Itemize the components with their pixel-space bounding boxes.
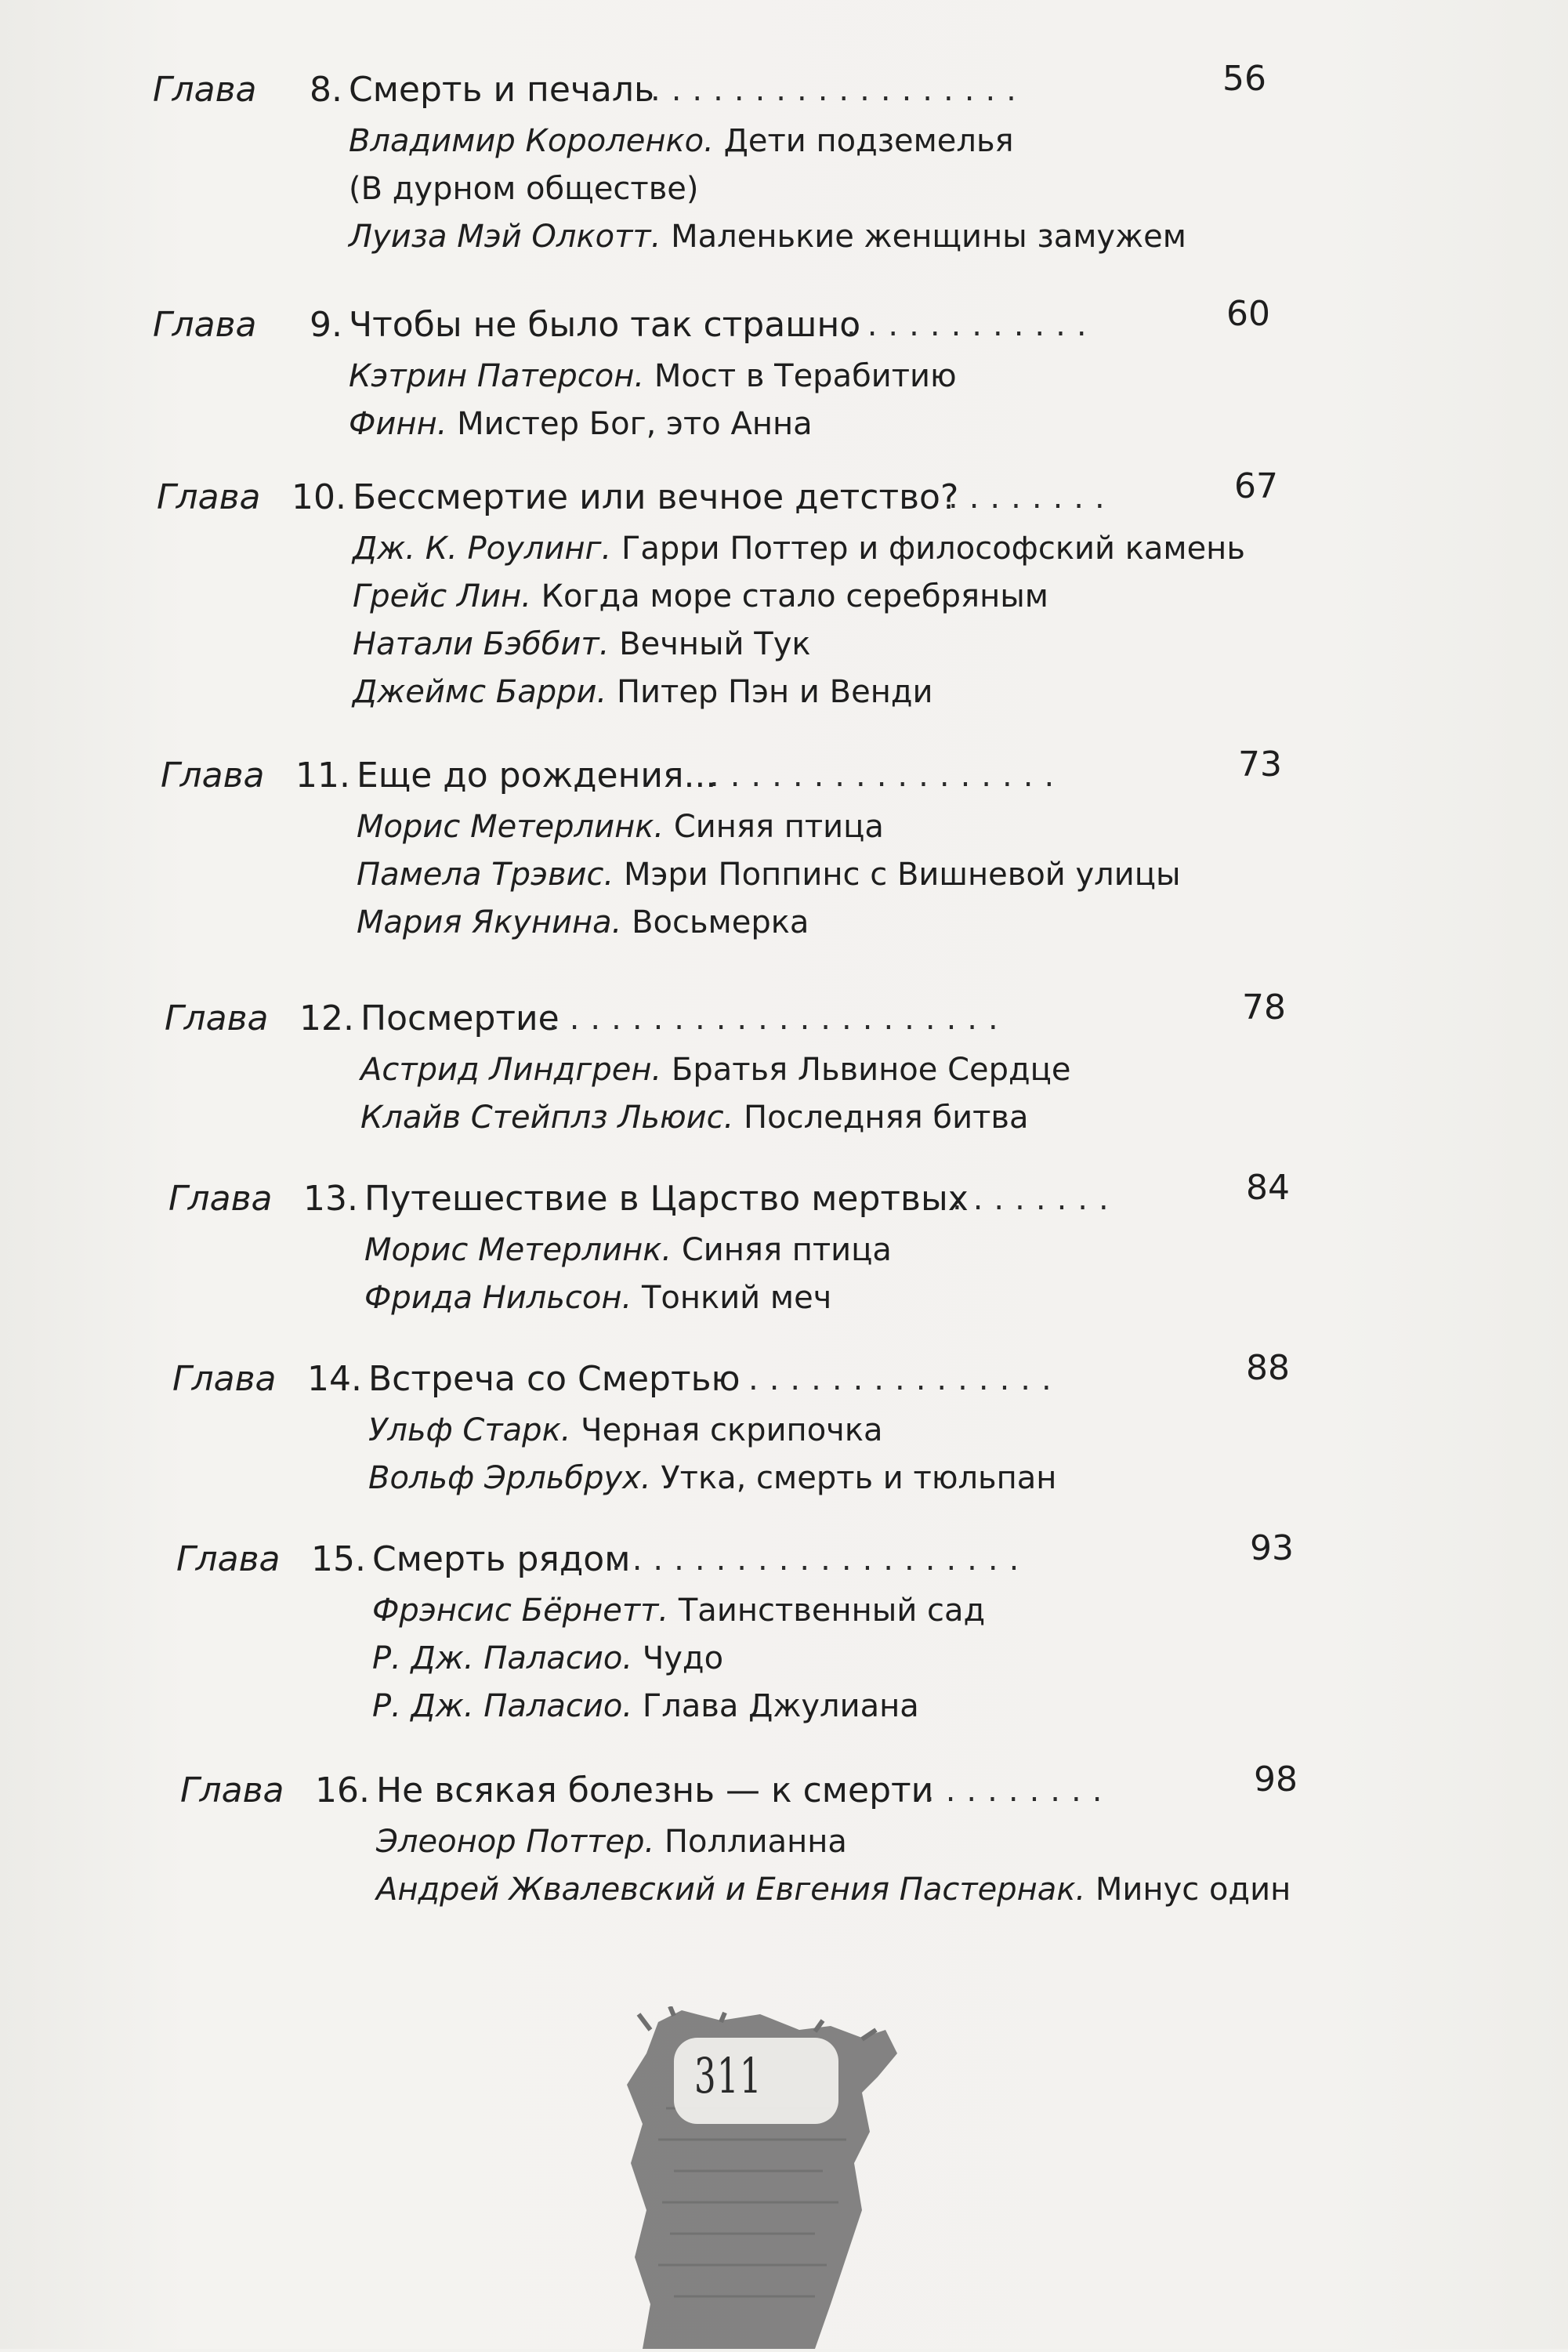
chapter-page-number: 56 bbox=[1222, 59, 1266, 99]
book-title: Мост в Терабитию bbox=[654, 358, 957, 394]
chapter-number: 12. bbox=[299, 998, 354, 1038]
book-title: Черная скрипочка bbox=[581, 1412, 883, 1448]
toc-chapter bbox=[172, 1348, 1348, 1502]
book-author: Владимир Короленко. bbox=[349, 123, 714, 159]
creature-silhouette-icon bbox=[627, 2006, 909, 2349]
book-entry bbox=[180, 1866, 1356, 1914]
book-entry bbox=[165, 1094, 1340, 1142]
chapter-page-number: 84 bbox=[1246, 1168, 1290, 1208]
toc-chapter bbox=[153, 294, 1328, 448]
book-title: Последняя битва bbox=[744, 1100, 1029, 1136]
book-author: Фрэнсис Бёрнетт. bbox=[372, 1593, 669, 1629]
chapter-number: 10. bbox=[292, 477, 346, 517]
leader-dots: ...................... bbox=[549, 1001, 1009, 1037]
chapter-label: Глава bbox=[161, 756, 265, 795]
chapter-number: 14. bbox=[307, 1359, 362, 1399]
chapter-title: Путешествие в Царство мертвых bbox=[364, 1179, 969, 1219]
book-author: Морис Метерлинк. bbox=[357, 809, 664, 845]
book-entry bbox=[176, 1587, 1352, 1635]
chapter-heading bbox=[165, 988, 1340, 1046]
book-title: Синяя птица bbox=[681, 1232, 892, 1268]
chapter-page-number: 67 bbox=[1234, 466, 1278, 506]
book-entry bbox=[153, 353, 1328, 400]
chapter-number: 16. bbox=[315, 1770, 370, 1810]
chapter-number: 15. bbox=[311, 1539, 366, 1579]
book-entry bbox=[153, 165, 1328, 213]
page-number: 311 bbox=[694, 2047, 763, 2104]
toc-chapter bbox=[153, 59, 1328, 261]
book-entry bbox=[153, 118, 1328, 165]
chapter-heading bbox=[176, 1528, 1352, 1587]
book-entry bbox=[157, 573, 1332, 621]
chapter-number: 8. bbox=[310, 70, 342, 110]
book-author: Вольф Эрльбрух. bbox=[368, 1460, 651, 1496]
chapter-page-number: 98 bbox=[1254, 1759, 1298, 1799]
book-author: Джеймс Барри. bbox=[353, 674, 607, 710]
chapter-label: Глава bbox=[180, 1770, 284, 1810]
leader-dots: .................... bbox=[611, 1542, 1030, 1578]
toc-chapter bbox=[165, 988, 1340, 1142]
book-author: Ульф Старк. bbox=[368, 1412, 571, 1448]
book-author: Натали Бэббит. bbox=[353, 626, 610, 662]
book-author: Андрей Жвалевский и Евгения Пастернак. bbox=[376, 1872, 1086, 1908]
book-title: (В дурном обществе) bbox=[349, 171, 699, 207]
book-title: Мэри Поппинс с Вишневой улицы bbox=[623, 857, 1181, 893]
toc-chapter bbox=[157, 466, 1332, 716]
book-title: Питер Пэн и Венди bbox=[616, 674, 933, 710]
chapter-label: Глава bbox=[153, 70, 257, 110]
chapter-heading bbox=[168, 1168, 1344, 1227]
book-entry bbox=[161, 899, 1336, 947]
book-author: Грейс Лин. bbox=[353, 578, 531, 614]
book-title: Утка, смерть и тюльпан bbox=[661, 1460, 1057, 1496]
book-entry bbox=[157, 525, 1332, 573]
book-title: Глава Джулиана bbox=[642, 1688, 919, 1724]
book-author: Морис Метерлинк. bbox=[364, 1232, 672, 1268]
book-entry bbox=[176, 1683, 1352, 1730]
chapter-label: Глава bbox=[168, 1179, 273, 1219]
book-title: Когда море стало серебряным bbox=[541, 578, 1048, 614]
chapter-title: Встреча со Смертью bbox=[368, 1359, 741, 1399]
book-entry bbox=[168, 1274, 1344, 1322]
book-author: Луиза Мэй Олкотт. bbox=[349, 219, 661, 255]
leader-dots: ............ bbox=[846, 307, 1098, 343]
book-title: Вечный Тук bbox=[619, 626, 811, 662]
book-title: Синяя птица bbox=[673, 809, 884, 845]
book-entry bbox=[168, 1227, 1344, 1274]
book-title: Таинственный сад bbox=[678, 1593, 986, 1629]
book-title: Маленькие женщины замужем bbox=[671, 219, 1186, 255]
chapter-heading bbox=[180, 1759, 1356, 1818]
book-author: Р. Дж. Паласио. bbox=[372, 1688, 633, 1724]
chapter-title: Бессмертие или вечное детство? bbox=[353, 477, 959, 517]
book-title: Тонкий меч bbox=[641, 1280, 832, 1316]
chapter-heading bbox=[172, 1348, 1348, 1407]
book-entry bbox=[172, 1455, 1348, 1502]
book-entry bbox=[176, 1635, 1352, 1683]
book-entry bbox=[157, 621, 1332, 669]
book-title: Восьмерка bbox=[632, 904, 809, 940]
book-title: Мистер Бог, это Анна bbox=[457, 406, 813, 442]
chapter-label: Глава bbox=[176, 1539, 281, 1579]
chapter-label: Глава bbox=[157, 477, 261, 517]
chapter-heading bbox=[161, 745, 1336, 803]
toc-chapter bbox=[161, 745, 1336, 947]
book-entry bbox=[165, 1046, 1340, 1094]
book-title: Гарри Поттер и философский камень bbox=[621, 531, 1245, 567]
chapter-title: Посмертие bbox=[360, 998, 559, 1038]
leader-dots: .................. bbox=[650, 72, 1027, 108]
chapter-title: Еще до рождения... bbox=[357, 756, 717, 795]
book-title: Поллианна bbox=[664, 1824, 847, 1860]
book-author: Астрид Линдгрен. bbox=[360, 1052, 662, 1088]
toc-chapter bbox=[168, 1168, 1344, 1322]
book-entry bbox=[180, 1818, 1356, 1866]
chapter-title: Смерть рядом bbox=[372, 1539, 631, 1579]
book-author: Дж. К. Роулинг. bbox=[353, 531, 612, 567]
toc-chapter bbox=[180, 1759, 1356, 1914]
chapter-page-number: 88 bbox=[1246, 1348, 1290, 1388]
book-title: Братья Львиное Сердце bbox=[671, 1052, 1071, 1088]
chapter-heading bbox=[153, 59, 1328, 118]
chapter-heading bbox=[157, 466, 1332, 525]
book-author: Памела Трэвис. bbox=[357, 857, 614, 893]
chapter-heading bbox=[153, 294, 1328, 353]
book-title: Минус один bbox=[1095, 1872, 1291, 1908]
chapter-page-number: 78 bbox=[1242, 988, 1286, 1027]
book-author: Фрида Нильсон. bbox=[364, 1280, 632, 1316]
leader-dots: ........ bbox=[948, 480, 1116, 516]
book-author: Финн. bbox=[349, 406, 447, 442]
book-entry bbox=[161, 851, 1336, 899]
leader-dots: ......... bbox=[925, 1773, 1114, 1809]
chapter-number: 13. bbox=[303, 1179, 358, 1219]
leader-dots: ............... bbox=[748, 1361, 1063, 1397]
book-title: Дети подземелья bbox=[723, 123, 1014, 159]
chapter-title: Смерть и печаль bbox=[349, 70, 654, 110]
chapter-page-number: 73 bbox=[1238, 745, 1282, 785]
book-title: Чудо bbox=[642, 1640, 724, 1676]
leader-dots: ........ bbox=[952, 1181, 1120, 1217]
book-author: Клайв Стейплз Льюис. bbox=[360, 1100, 734, 1136]
chapter-label: Глава bbox=[153, 305, 257, 345]
chapter-label: Глава bbox=[165, 998, 269, 1038]
book-author: Элеонор Поттер. bbox=[376, 1824, 655, 1860]
toc-chapter bbox=[176, 1528, 1352, 1730]
book-entry bbox=[172, 1407, 1348, 1455]
book-entry bbox=[161, 803, 1336, 851]
book-author: Мария Якунина. bbox=[357, 904, 622, 940]
chapter-label: Глава bbox=[172, 1359, 277, 1399]
book-entry bbox=[153, 213, 1328, 261]
book-entry bbox=[157, 669, 1332, 716]
leader-dots: ................. bbox=[709, 758, 1066, 794]
chapter-number: 11. bbox=[295, 756, 350, 795]
chapter-title: Чтобы не было так страшно bbox=[349, 305, 861, 345]
chapter-page-number: 93 bbox=[1250, 1528, 1294, 1568]
book-entry bbox=[153, 400, 1328, 448]
book-author: Кэтрин Патерсон. bbox=[349, 358, 645, 394]
book-author: Р. Дж. Паласио. bbox=[372, 1640, 633, 1676]
chapter-title: Не всякая болезнь — к смерти bbox=[376, 1770, 934, 1810]
page-number-illustration bbox=[627, 2006, 909, 2349]
chapter-number: 9. bbox=[310, 305, 342, 345]
chapter-page-number: 60 bbox=[1226, 294, 1270, 334]
